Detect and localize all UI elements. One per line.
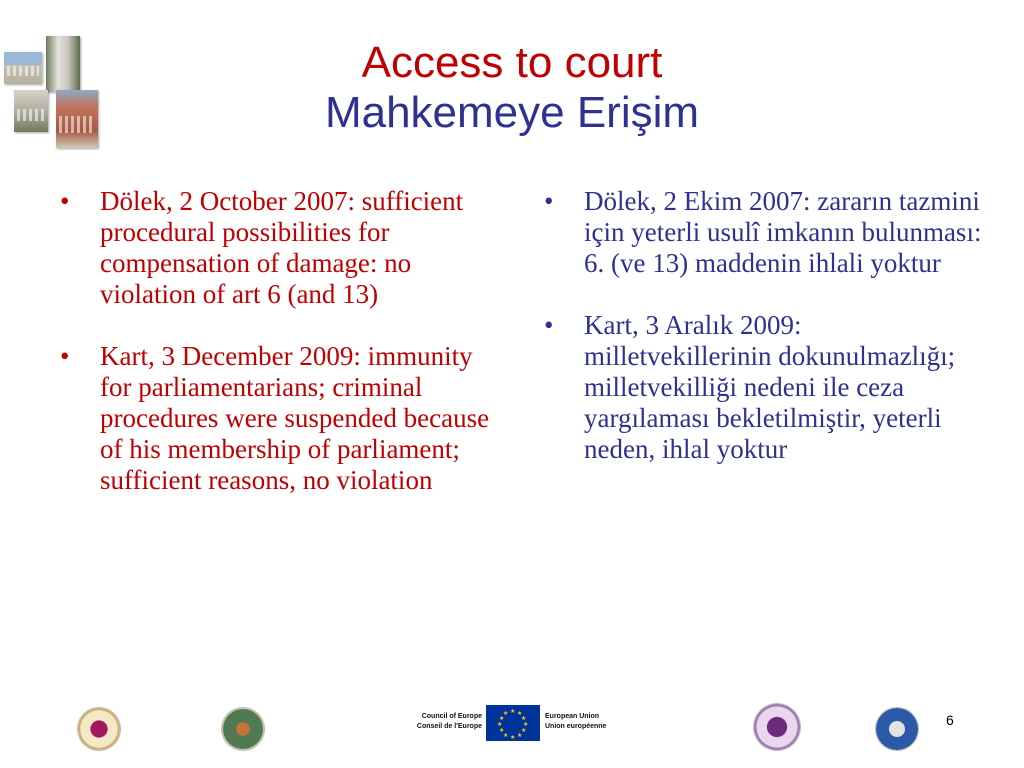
bullet-icon: • (544, 310, 554, 340)
turkish-bullet-text: Kart, 3 Aralık 2009: milletvekillerinin dokunulmazlığı; milletvekilliği nedeni ile ceza yargılaması bekletilmiştir, yeterli neden, ihlal yoktur (584, 310, 956, 464)
english-bullet-item (60, 341, 500, 496)
institution-seal-icon (78, 708, 120, 750)
bullet-icon: • (60, 341, 70, 371)
council-of-europe-label (398, 712, 482, 732)
eu-name-english: European Union (545, 713, 600, 720)
english-bullet-text: Dölek, 2 October 2007: sufficient procedural possibilities for compensation of damage: no violation of art 6 (and 13) (100, 186, 464, 309)
footer-logos (0, 696, 1024, 768)
english-bullet-item (60, 186, 500, 310)
page-number: 6 (946, 712, 954, 728)
coe-name-french: Conseil de l'Europe (416, 723, 482, 730)
court-seal-icon (222, 708, 264, 750)
turkish-bullet-text: Dölek, 2 Ekim 2007: zararın tazmini için yeterli usulî imkanın bulunması: 6. (ve 13) maddenin ihlali yoktur (584, 186, 982, 278)
bullet-icon: • (544, 186, 554, 216)
title-turkish: Mahkemeye Erişim (324, 88, 700, 137)
title-english: Access to court (361, 38, 663, 87)
eu-flag-icon: ★ ★ ★ ★ ★ ★ ★ ★ ★ ★ ★ ★ (486, 705, 540, 741)
turkish-bullet-item (544, 186, 984, 279)
bullet-icon: • (60, 186, 70, 216)
turkish-bullet-item (544, 310, 984, 465)
european-union-label (545, 712, 635, 732)
slide-title (0, 38, 1024, 138)
eu-name-french: Union européenne (545, 723, 607, 730)
turkish-column (544, 186, 984, 496)
coe-name-english: Council of Europe (421, 713, 482, 720)
english-column (60, 186, 500, 527)
justice-seal-icon (876, 708, 918, 750)
academy-seal-icon (754, 704, 800, 750)
english-bullet-text: Kart, 3 December 2009: immunity for parliamentarians; criminal procedures were suspended because of his membership of parliament; sufficient reasons, no violation (100, 341, 490, 495)
